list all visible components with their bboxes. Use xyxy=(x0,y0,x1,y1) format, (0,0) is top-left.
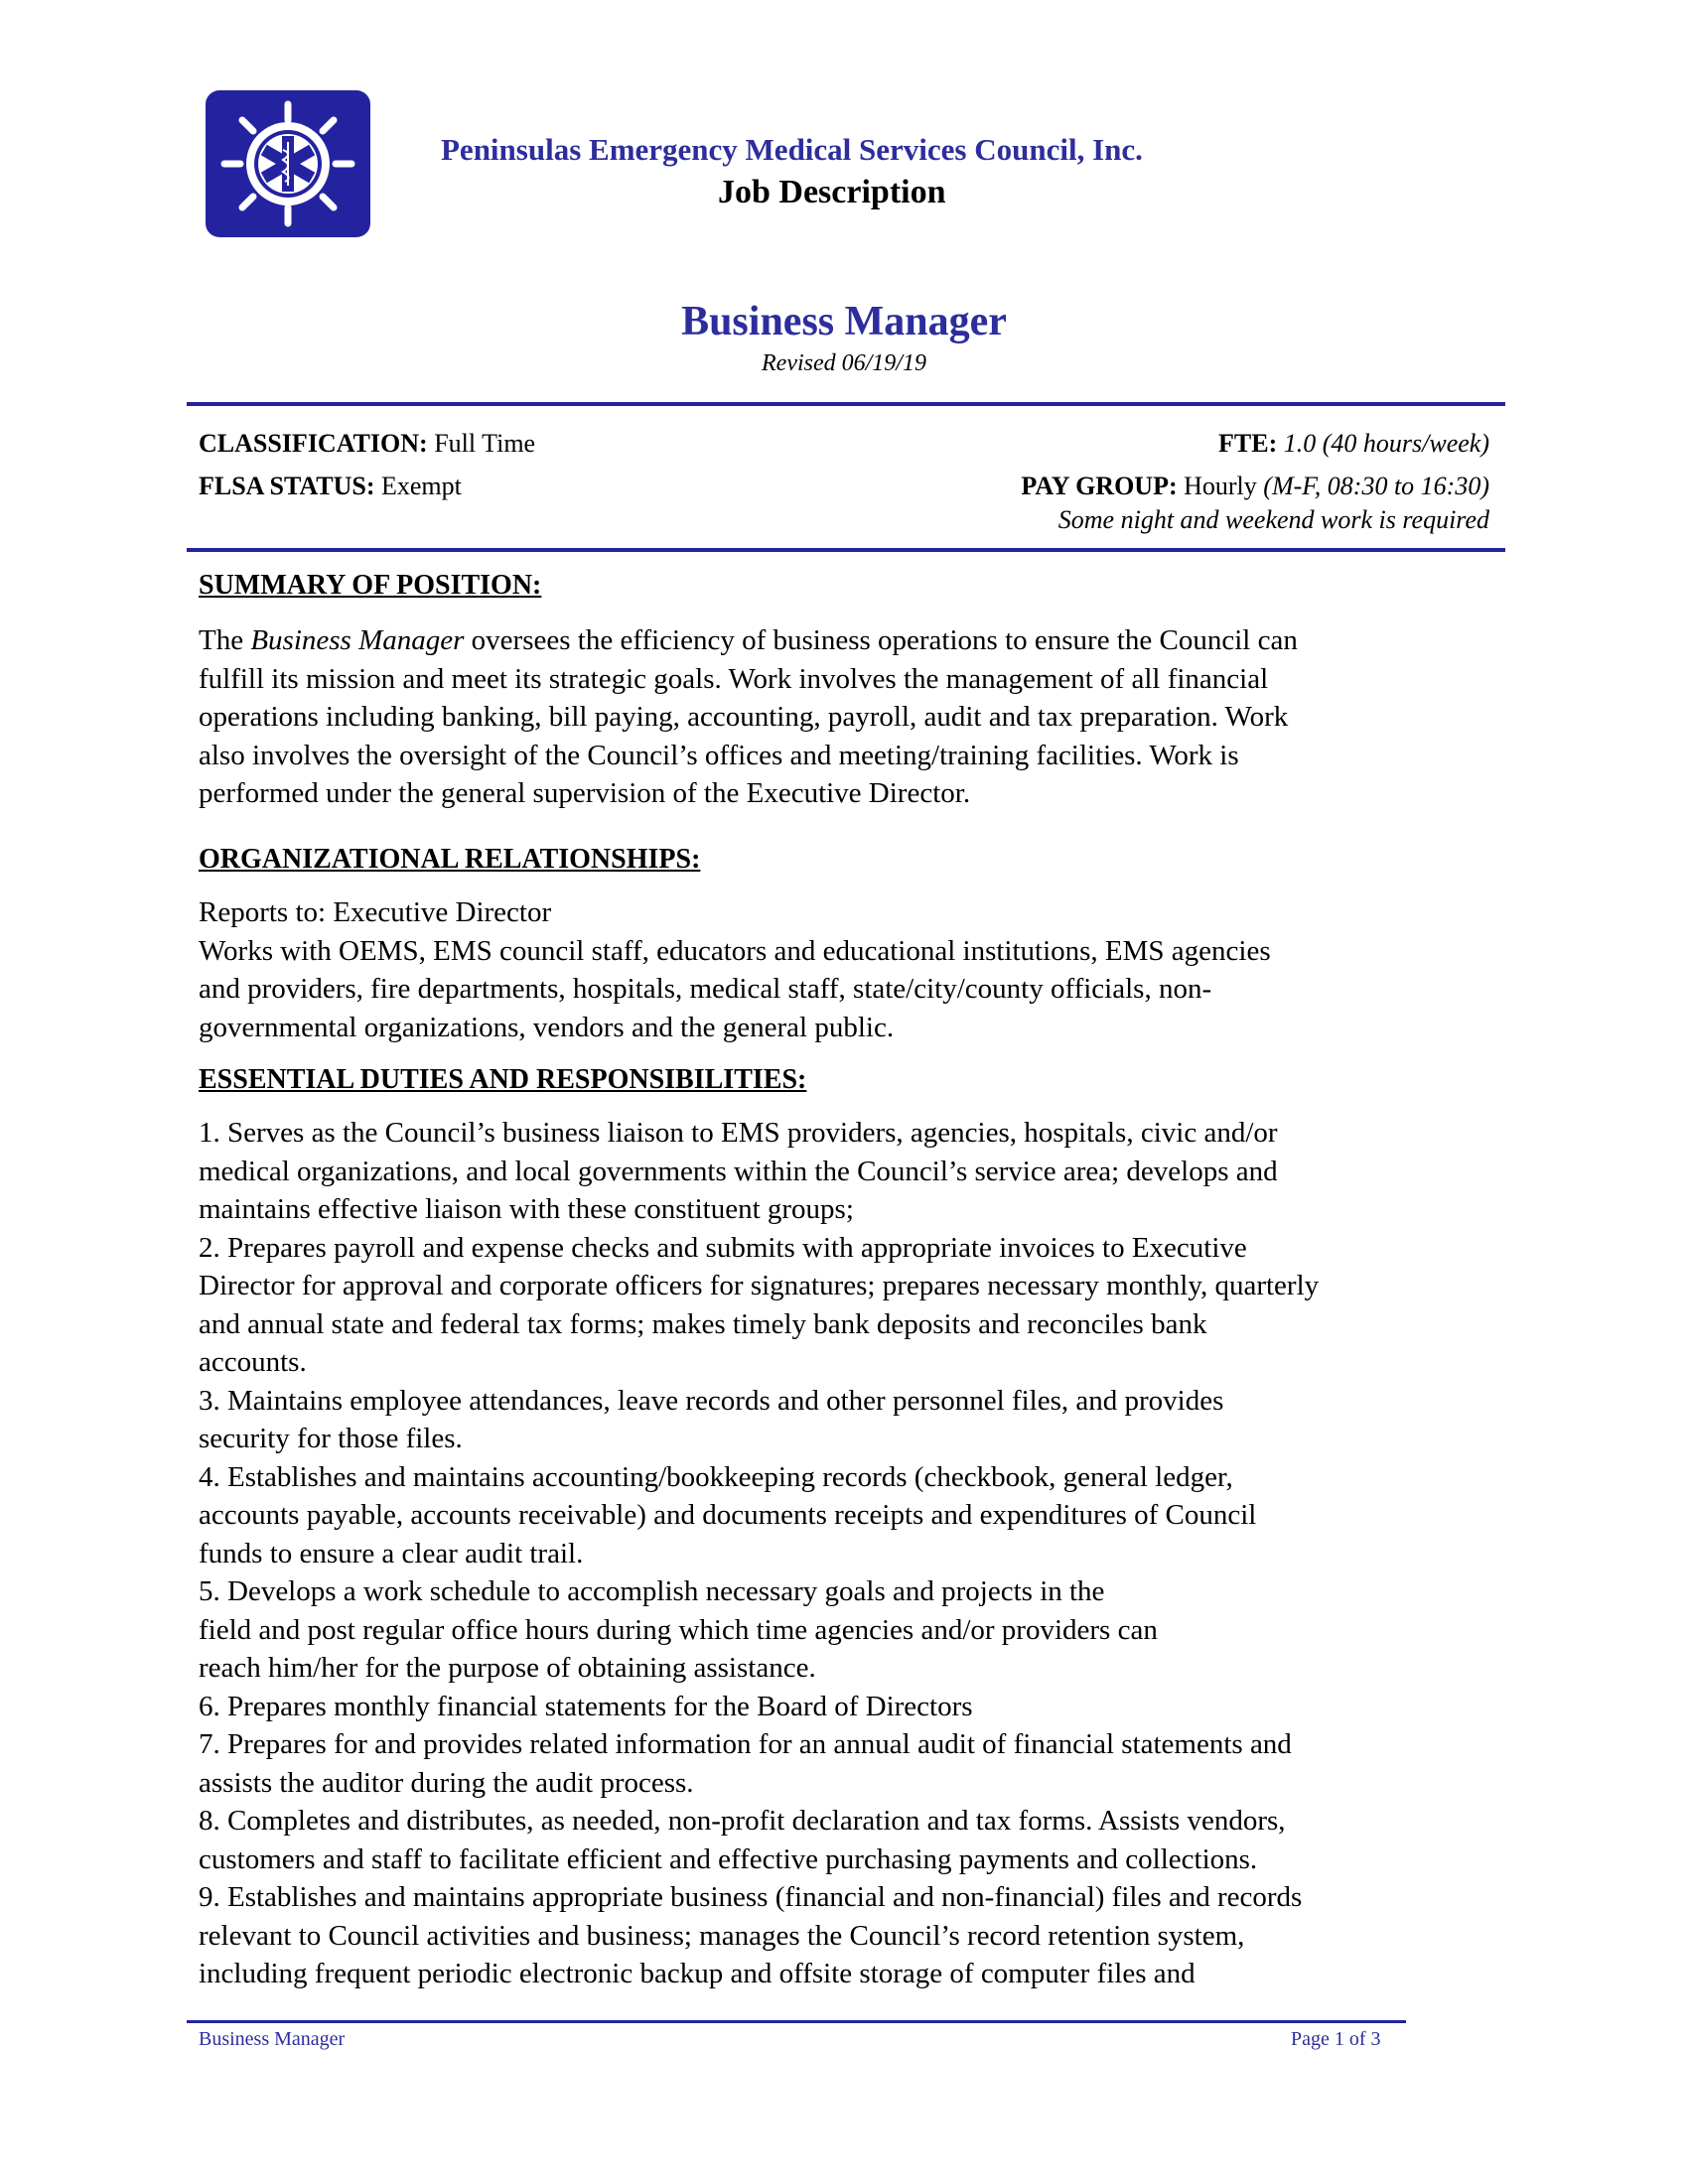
summary-heading: SUMMARY OF POSITION: xyxy=(199,570,542,601)
classification-value: Full Time xyxy=(434,429,536,458)
duties-heading: ESSENTIAL DUTIES AND RESPONSIBILITIES: xyxy=(199,1064,807,1095)
duties-line: 6. Prepares monthly financial statements for the Board of Directors xyxy=(199,1690,973,1722)
duties-line: 9. Establishes and maintains appropriate business (financial and non-financial) files and records xyxy=(199,1881,1303,1913)
relationships-line: Reports to: Executive Director xyxy=(199,896,552,928)
pay-group-label: PAY GROUP: xyxy=(1021,472,1178,500)
relationships-line: governmental organizations, vendors and the general public. xyxy=(199,1011,895,1043)
pay-group-note-row xyxy=(1058,505,1489,535)
summary-job-title-emphasis: Business Manager xyxy=(250,624,465,656)
duties-list xyxy=(199,1114,1489,1993)
classification-row xyxy=(199,429,535,459)
duties-line: 5. Develops a work schedule to accomplish necessary goals and projects in the xyxy=(199,1575,1105,1607)
classification-label: CLASSIFICATION: xyxy=(199,429,428,458)
duties-line: accounts. xyxy=(199,1346,307,1378)
duties-line: 8. Completes and distributes, as needed, non-profit declaration and tax forms. Assists vendors, xyxy=(199,1805,1286,1837)
relationships-heading: ORGANIZATIONAL RELATIONSHIPS: xyxy=(199,844,701,875)
pay-group-note: Some night and weekend work is required xyxy=(1057,505,1489,534)
meta-divider xyxy=(187,548,1505,552)
document-type: Job Description xyxy=(718,174,946,210)
duties-line: medical organizations, and local governments within the Council’s service area; develops and xyxy=(199,1155,1278,1187)
pay-group-row xyxy=(1021,472,1489,501)
org-logo xyxy=(206,90,370,237)
duties-line: 4. Establishes and maintains accounting/bookkeeping records (checkbook, general ledger, xyxy=(199,1460,1233,1493)
duties-line: 3. Maintains employee attendances, leave records and other personnel files, and provides xyxy=(199,1384,1224,1417)
duties-line: 7. Prepares for and provides related information for an annual audit of financial statements and xyxy=(199,1728,1292,1760)
duties-line: accounts payable, accounts receivable) and documents receipts and expenditures of Council xyxy=(199,1499,1257,1531)
footer-divider xyxy=(187,2020,1406,2023)
summary-paragraph xyxy=(199,621,1489,813)
summary-line: The Business Manager oversees the efficiency of business operations to ensure the Council can xyxy=(199,624,1298,656)
duties-line: 1. Serves as the Council’s business liaison to EMS providers, agencies, hospitals, civic and/or xyxy=(199,1117,1278,1149)
footer-document-name: Business Manager xyxy=(199,2028,346,2050)
flsa-label: FLSA STATUS: xyxy=(199,472,375,500)
duties-line: reach him/her for the purpose of obtaining assistance. xyxy=(199,1652,816,1684)
duties-line: assists the auditor during the audit process. xyxy=(199,1766,694,1799)
duties-line: maintains effective liaison with these constituent groups; xyxy=(199,1193,854,1225)
relationships-paragraph xyxy=(199,893,1489,1046)
summary-line: operations including banking, bill paying, accounting, payroll, audit and tax preparation. Work xyxy=(199,701,1289,733)
summary-line: fulfill its mission and meet its strategic goals. Work involves the management of all financial xyxy=(199,662,1269,695)
top-divider xyxy=(187,402,1505,406)
fte-label: FTE: xyxy=(1218,429,1278,458)
relationships-line: and providers, fire departments, hospitals, medical staff, state/city/county officials, non- xyxy=(199,973,1212,1005)
summary-line: also involves the oversight of the Council’s offices and meeting/training facilities. Work is xyxy=(199,739,1239,771)
duties-line: funds to ensure a clear audit trail. xyxy=(199,1537,584,1570)
flsa-value: Exempt xyxy=(380,472,462,500)
flsa-row xyxy=(199,472,462,501)
revision-date: Revised 06/19/19 xyxy=(762,350,926,376)
fte-row xyxy=(1218,429,1489,459)
duties-line: Director for approval and corporate officers for signatures; prepares necessary monthly, quarterly xyxy=(199,1270,1320,1301)
pay-group-hours: (M-F, 08:30 to 16:30) xyxy=(1263,472,1489,500)
job-title: Business Manager xyxy=(681,299,1007,344)
star-of-life-helm-icon xyxy=(206,90,370,237)
duties-line: and annual state and federal tax forms; makes timely bank deposits and reconciles bank xyxy=(199,1307,1207,1340)
duties-line: 2. Prepares payroll and expense checks and submits with appropriate invoices to Executive xyxy=(199,1231,1247,1264)
summary-line: performed under the general supervision of the Executive Director. xyxy=(199,777,971,809)
duties-line: field and post regular office hours during which time agencies and/or providers can xyxy=(199,1613,1158,1646)
duties-line: including frequent periodic electronic backup and offsite storage of computer files and xyxy=(199,1958,1196,1989)
org-name: Peninsulas Emergency Medical Services Council, Inc. xyxy=(441,132,1143,167)
pay-group-value: Hourly xyxy=(1184,472,1257,500)
footer-page-number: Page 1 of 3 xyxy=(1291,2028,1381,2050)
duties-line: relevant to Council activities and business; manages the Council’s record retention system, xyxy=(199,1919,1245,1952)
duties-line: security for those files. xyxy=(199,1423,463,1454)
relationships-line: Works with OEMS, EMS council staff, educators and educational institutions, EMS agencies xyxy=(199,934,1271,967)
duties-line: customers and staff to facilitate efficient and effective purchasing payments and collections. xyxy=(199,1843,1258,1875)
fte-value: 1.0 (40 hours/week) xyxy=(1283,429,1489,458)
